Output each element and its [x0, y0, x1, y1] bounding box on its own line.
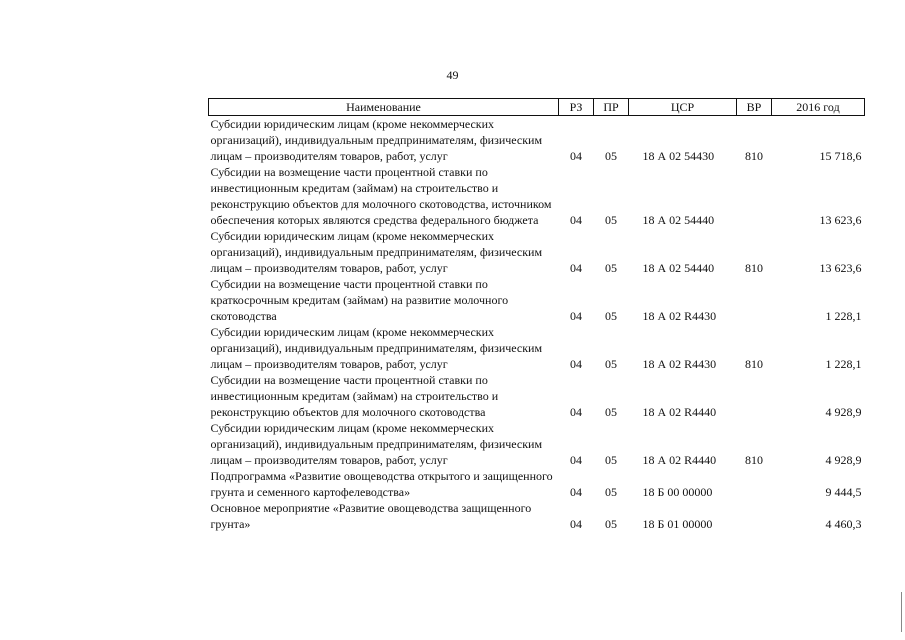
table-row: [209, 500, 865, 532]
row-name: Субсидии на возмещение части процентной ставки по инвестиционным кредитам (займам) на строительство и реконструкцию объектов для молочного скотоводства, источником обеспечения которых являются средства федерального бюджета: [210, 165, 552, 227]
header-row: [209, 99, 865, 116]
row-rz: 04: [570, 149, 582, 163]
row-rz: 04: [570, 261, 582, 275]
row-vr: [737, 372, 772, 420]
row-pr: 05: [605, 213, 617, 227]
table-row: [209, 420, 865, 468]
row-name: Субсидии на возмещение части процентной ставки по краткосрочным кредитам (займам) на развитие молочного скотоводства: [210, 277, 509, 323]
row-amount: 4 928,9: [825, 453, 862, 467]
row-vr: 810: [745, 149, 763, 163]
row-csr: 18 А 02 54440: [642, 213, 715, 227]
row-csr: 18 Б 01 00000: [642, 517, 713, 531]
row-rz: 04: [570, 517, 582, 531]
row-vr: [737, 276, 772, 324]
row-csr: 18 А 02 R4430: [642, 309, 717, 323]
table-row: [209, 276, 865, 324]
row-amount: 9 444,5: [825, 485, 862, 499]
row-name: Подпрограмма «Развитие овощеводства открытого и защищенного грунта и семенного картофелеводства»: [210, 469, 553, 499]
table-body: [209, 116, 865, 533]
row-rz: 04: [570, 453, 582, 467]
table-row: [209, 228, 865, 276]
row-rz: 04: [570, 485, 582, 499]
row-name: Субсидии юридическим лицам (кроме некоммерческих организаций), индивидуальным предпринимателям, физическим лицам – производителям товаров, работ, услуг: [210, 325, 543, 371]
table-row: [209, 468, 865, 500]
row-pr: 05: [605, 485, 617, 499]
row-csr: 18 А 02 R4440: [642, 453, 717, 467]
row-pr: 05: [605, 357, 617, 371]
row-amount: 4 460,3: [825, 517, 862, 531]
table-row: [209, 164, 865, 228]
row-rz: 04: [570, 405, 582, 419]
header-csr: ЦСР: [629, 99, 737, 116]
page-number: 49: [446, 68, 459, 82]
row-name: Субсидии юридическим лицам (кроме некоммерческих организаций), индивидуальным предпринимателям, физическим лицам – производителям товаров, работ, услуг: [210, 229, 543, 275]
row-amount: 1 228,1: [825, 357, 862, 371]
table-row: [209, 116, 865, 165]
header-year: 2016 год: [772, 99, 865, 116]
row-name: Субсидии на возмещение части процентной ставки по инвестиционным кредитам (займам) на строительство и реконструкцию объектов для молочного скотоводства: [210, 373, 499, 419]
row-vr: [737, 468, 772, 500]
row-csr: 18 А 02 R4440: [642, 405, 717, 419]
header-pr: ПР: [594, 99, 629, 116]
table-row: [209, 372, 865, 420]
row-rz: 04: [570, 213, 582, 227]
row-vr: [737, 164, 772, 228]
budget-table: [208, 98, 865, 532]
row-amount: 13 623,6: [819, 213, 862, 227]
row-name: Субсидии юридическим лицам (кроме некоммерческих организаций), индивидуальным предпринимателям, физическим лицам – производителям товаров, работ, услуг: [210, 421, 543, 467]
row-csr: 18 А 02 54430: [642, 149, 715, 163]
scan-edge-mark: [901, 592, 902, 632]
row-amount: 13 623,6: [819, 261, 862, 275]
row-csr: 18 А 02 R4430: [642, 357, 717, 371]
table-row: [209, 324, 865, 372]
row-pr: 05: [605, 453, 617, 467]
row-vr: [737, 500, 772, 532]
row-amount: 15 718,6: [819, 149, 862, 163]
row-pr: 05: [605, 149, 617, 163]
row-vr: 810: [745, 261, 763, 275]
row-pr: 05: [605, 405, 617, 419]
header-rz: РЗ: [559, 99, 594, 116]
table-header: [209, 99, 865, 116]
row-amount: 1 228,1: [825, 309, 862, 323]
row-pr: 05: [605, 517, 617, 531]
row-csr: 18 Б 00 00000: [642, 485, 713, 499]
row-rz: 04: [570, 357, 582, 371]
row-csr: 18 А 02 54440: [642, 261, 715, 275]
row-name: Основное мероприятие «Развитие овощеводства защищенного грунта»: [210, 501, 532, 531]
row-vr: 810: [745, 357, 763, 371]
row-vr: 810: [745, 453, 763, 467]
row-pr: 05: [605, 261, 617, 275]
header-vr: ВР: [737, 99, 772, 116]
row-pr: 05: [605, 309, 617, 323]
row-amount: 4 928,9: [825, 405, 862, 419]
row-name: Субсидии юридическим лицам (кроме некоммерческих организаций), индивидуальным предпринимателям, физическим лицам – производителям товаров, работ, услуг: [210, 117, 543, 163]
header-name: Наименование: [209, 99, 559, 116]
row-rz: 04: [570, 309, 582, 323]
